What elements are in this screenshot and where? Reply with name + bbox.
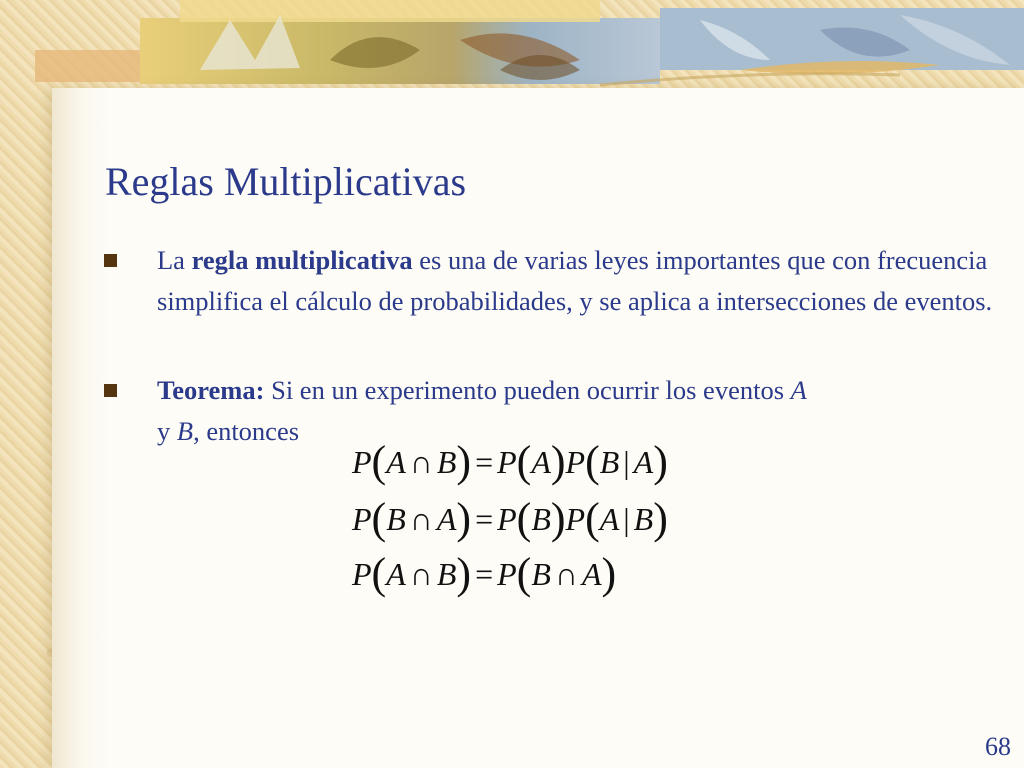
bullet-1-text: La regla multiplicativa es una de varias leyes importantes que con frecuencia simplifica el cálculo de probabilidades, y se aplica a intersecciones de eventos. — [157, 245, 993, 316]
slide-title: Reglas Multiplicativas — [105, 159, 467, 204]
bullet-marker — [104, 254, 117, 267]
bullet-2-text: Teorema: Si en un experimento pueden ocurrir los eventos A y B, entonces — [157, 375, 807, 446]
decorative-leaf-banner — [0, 0, 1024, 92]
theorem-label: Teorema: — [157, 375, 265, 405]
formula-2: P(B ∩ A) = P(B)P(A | B) — [352, 494, 668, 543]
page-number: 68 — [985, 732, 1011, 761]
formula-3: P(A ∩ B) = P(B ∩ A) — [352, 549, 617, 598]
bold-term: regla multiplicativa — [191, 245, 413, 275]
formula-1: P(A ∩ B) = P(A)P(B | A) — [352, 437, 668, 486]
bullet-marker — [104, 384, 117, 397]
